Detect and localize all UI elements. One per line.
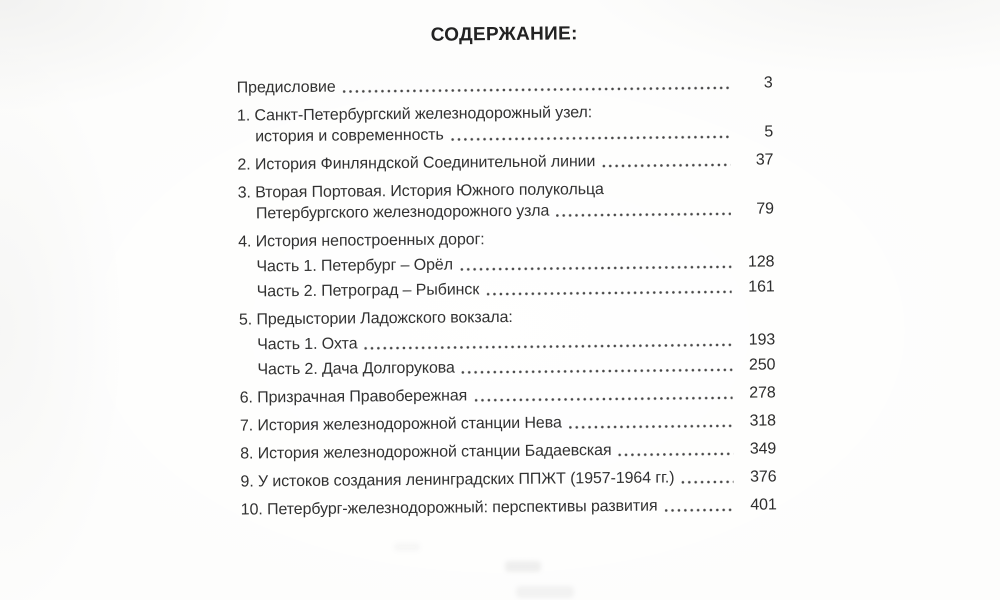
toc-label: история и современность <box>255 126 444 146</box>
showthrough-mark <box>394 543 420 551</box>
page-number: 318 <box>749 412 777 430</box>
dot-leader <box>460 265 732 272</box>
dot-leader <box>681 480 733 484</box>
page-number: 3 <box>763 74 773 92</box>
dot-leader <box>451 135 730 142</box>
dot-leader <box>343 86 730 94</box>
toc-line-entry5-part2 <box>239 354 775 380</box>
dot-leader <box>556 212 731 218</box>
toc-label: 5. Предыстории Ладожского вокзала: <box>238 308 513 329</box>
toc-line-entry2 <box>237 149 773 175</box>
toc-label: 6. Призрачная Правобережная <box>239 387 468 407</box>
page-number: 376 <box>749 468 777 486</box>
dot-leader <box>486 290 731 296</box>
toc-label: Часть 1. Охта <box>257 335 358 354</box>
toc-label: Петербургского железнодорожного узла <box>255 202 550 223</box>
toc-label: 1. Санкт-Петербургский железнодорожный узел: <box>236 104 593 125</box>
toc-line-entry3-b <box>238 198 774 224</box>
page-number: 5 <box>764 123 774 141</box>
toc-label: 8. История железнодорожной станции Бадаевская <box>240 441 612 463</box>
toc-label: 3. Вторая Портовая. История Южного полукольца <box>237 181 604 202</box>
toc-label: Предисловие <box>236 78 336 97</box>
toc-label: 4. История непостроенных дорог: <box>238 231 485 251</box>
toc-line-entry1-b <box>237 121 773 147</box>
dot-leader <box>602 163 730 168</box>
showthrough-mark <box>516 586 574 598</box>
toc-line-entry7 <box>240 410 776 436</box>
page-number: 161 <box>748 278 775 296</box>
dot-leader <box>618 452 733 457</box>
page-number: 401 <box>750 496 777 514</box>
dot-leader <box>569 424 733 430</box>
toc-line-entry4-part2 <box>239 276 775 302</box>
page-content <box>236 21 777 520</box>
page-number: 79 <box>756 200 774 218</box>
page-number: 128 <box>747 253 775 271</box>
toc-line-preface <box>237 72 773 98</box>
toc-line-entry4 <box>238 226 774 252</box>
toc-label: 7. История железнодорожной станции Нева <box>239 414 562 435</box>
page-number: 278 <box>749 384 776 402</box>
toc-line-entry4-part1 <box>238 251 774 277</box>
page-title: СОДЕРЖАНИЕ: <box>430 23 578 46</box>
toc-line-entry10 <box>241 494 777 520</box>
toc-line-entry9 <box>240 466 776 492</box>
table-of-contents <box>237 72 777 520</box>
toc-label: Часть 1. Петербург – Орёл <box>256 256 454 276</box>
dot-leader <box>474 396 733 402</box>
toc-label: Часть 2. Дача Долгорукова <box>257 359 455 379</box>
toc-line-entry5 <box>239 304 775 330</box>
page-number: 193 <box>748 331 776 349</box>
dot-leader <box>462 368 733 375</box>
toc-line-entry5-part1 <box>239 329 775 355</box>
dot-leader <box>664 508 733 513</box>
toc-label: 9. У истоков создания ленинградских ППЖТ (1957-1964 гг.) <box>240 469 675 491</box>
toc-line-entry8 <box>240 438 776 464</box>
page-number: 37 <box>755 151 774 169</box>
page-number: 349 <box>749 440 777 458</box>
page-number: 250 <box>748 356 776 374</box>
toc-label: Часть 2. Петроград – Рыбинск <box>256 281 480 301</box>
toc-line-entry6 <box>240 382 776 408</box>
showthrough-mark <box>505 561 541 572</box>
toc-label: 10. Петербург-железнодорожный: перспективы развития <box>240 497 658 519</box>
dot-leader <box>364 343 732 351</box>
toc-label: 2. История Финляндской Соединительной линии <box>237 153 596 174</box>
